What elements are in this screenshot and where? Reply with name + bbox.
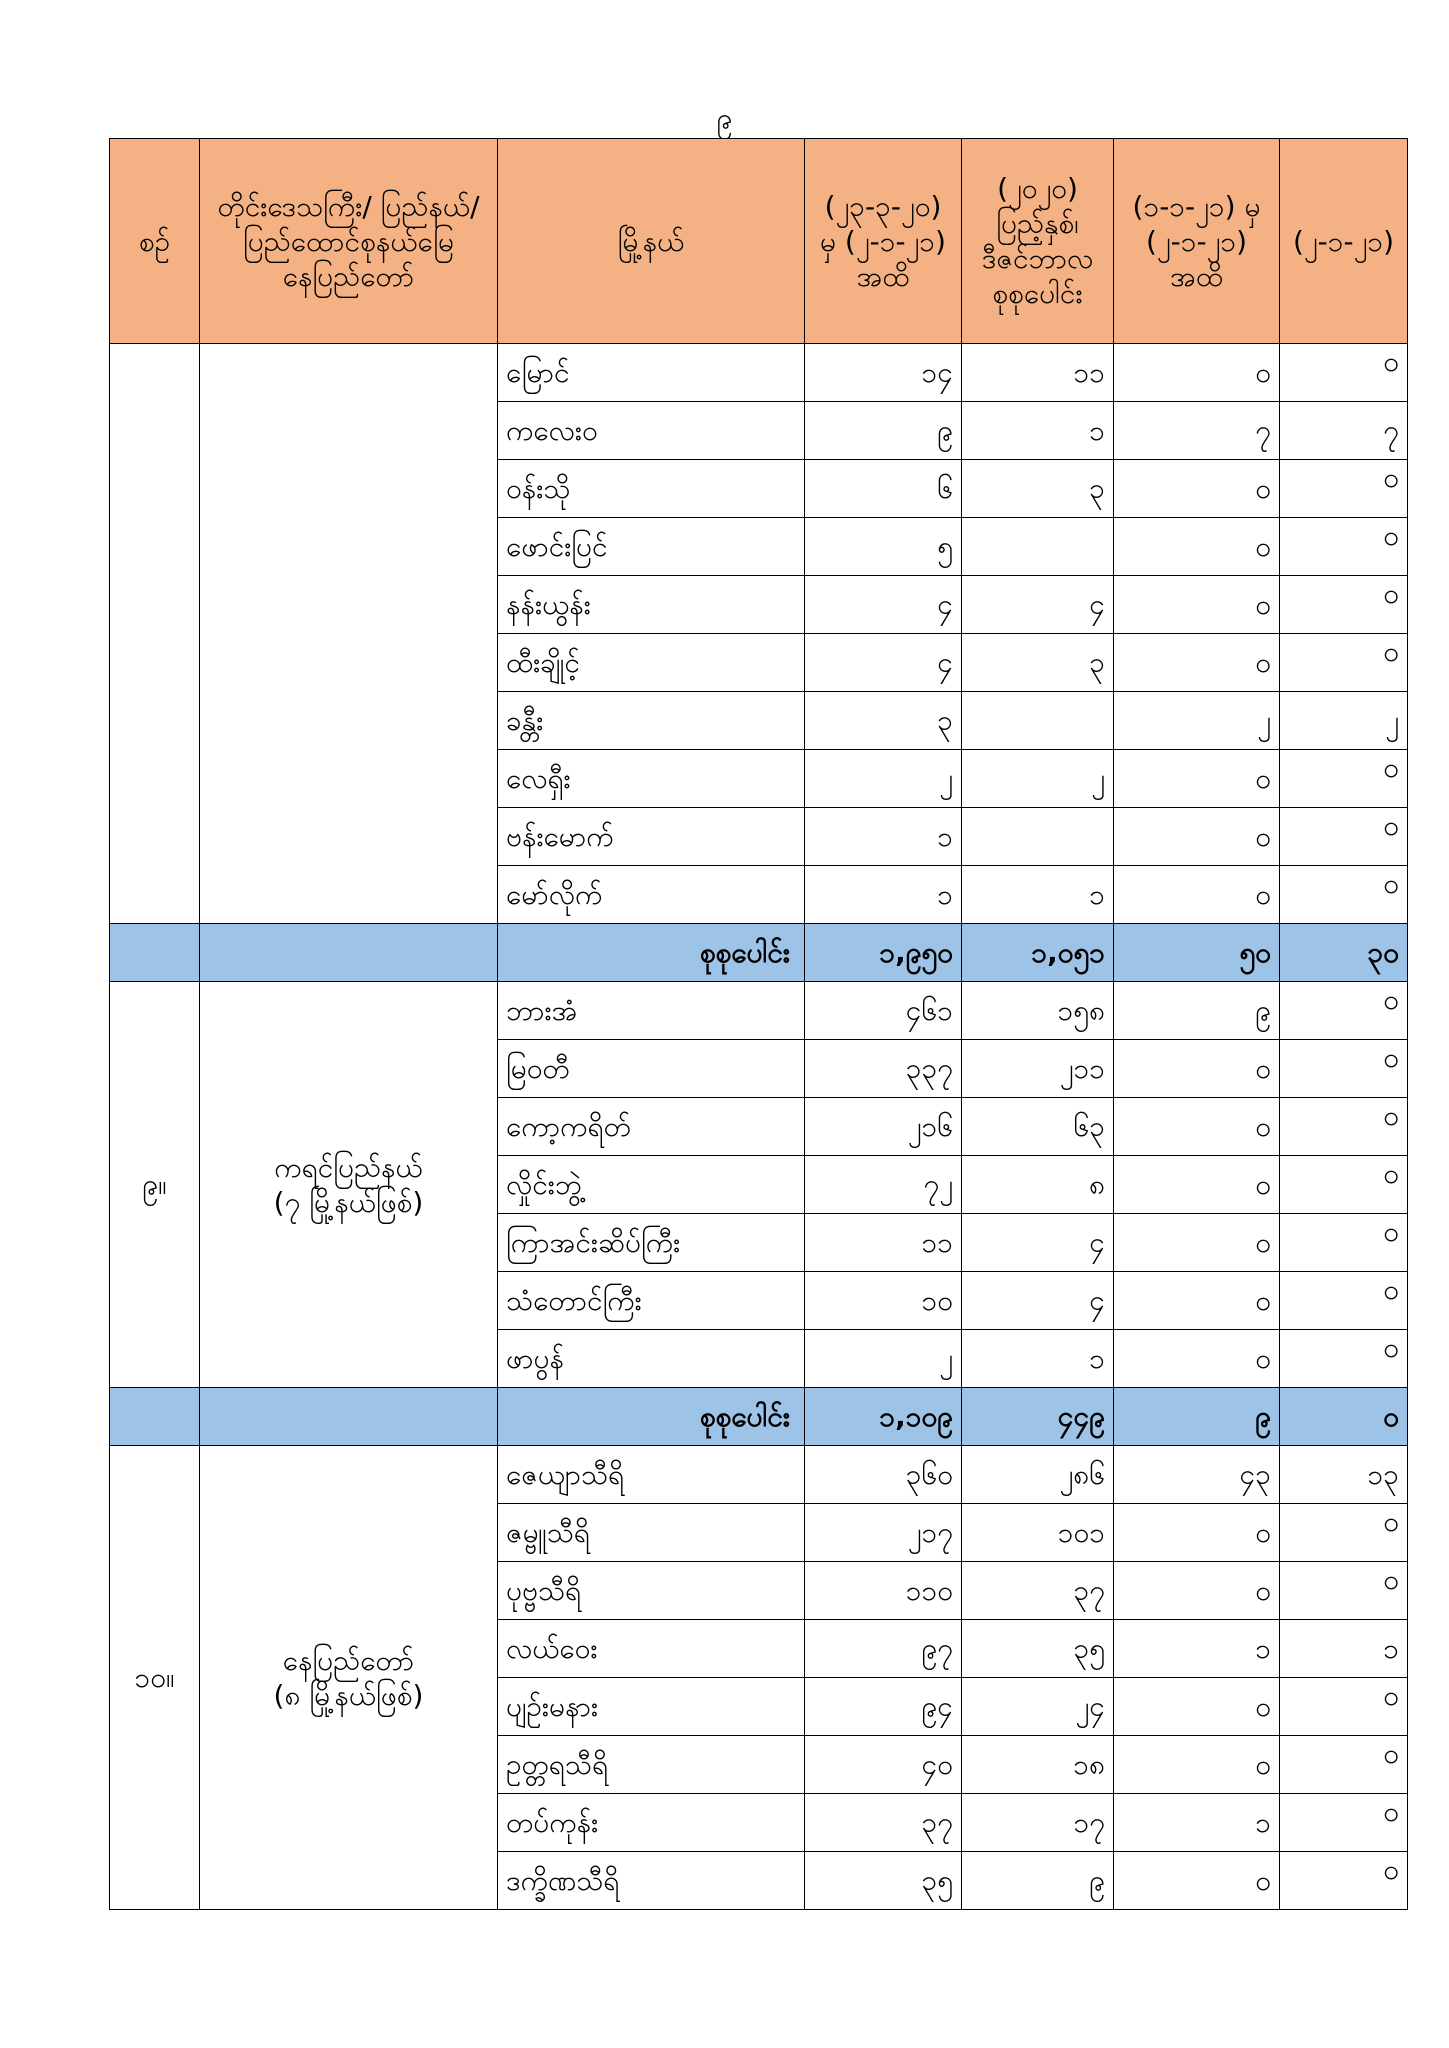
value-cell: ၀ [1280,1852,1408,1910]
value-cell: ၁၃ [1280,1446,1408,1504]
value-cell: ၀ [1280,1098,1408,1156]
header-january-range: (၁-၁-၂၁) မှ (၂-၁-၂၁) အထိ [1114,139,1280,344]
value-cell: ၀ [1114,1272,1280,1330]
value-cell: ၄ [962,1214,1114,1272]
table-row [110,982,1408,1040]
total-region-cell [200,1388,498,1446]
value-cell: ၀ [1280,1156,1408,1214]
total-label: စုစုပေါင်း [498,1388,805,1446]
header-region: တိုင်းဒေသကြီး/ ပြည်နယ်/ ပြည်ထောင်စုနယ်မြေ နေပြည်တော် [200,139,498,344]
value-cell: ၄ [962,576,1114,634]
value-cell: ၃၅ [962,1620,1114,1678]
value-cell: ၉ [805,402,962,460]
value-cell: ၁၇ [962,1794,1114,1852]
value-cell [962,808,1114,866]
value-cell: ၀ [1114,460,1280,518]
township-cell: ဗန်းမောက် [498,808,805,866]
value-cell: ၄ [805,576,962,634]
value-cell: ၉၄ [805,1678,962,1736]
township-cell: ဖောင်းပြင် [498,518,805,576]
value-cell: ၀ [1114,1852,1280,1910]
value-cell: ၀ [1280,1794,1408,1852]
value-cell: ၃ [962,634,1114,692]
township-cell: ပျဉ်းမနား [498,1678,805,1736]
value-cell: ၀ [1280,750,1408,808]
value-cell: ၁ [805,808,962,866]
total-value: ၁,၁၀၉ [805,1388,962,1446]
header-row [110,139,1408,344]
page-number: ၉ [716,102,733,135]
value-cell: ၁၁ [805,1214,962,1272]
value-cell: ၀ [1280,866,1408,924]
region-name: ကရင်ပြည်နယ် [274,1150,423,1184]
value-cell: ၀ [1114,1214,1280,1272]
value-cell: ၇ [1280,402,1408,460]
total-label: စုစုပေါင်း [498,924,805,982]
value-cell: ၉၇ [805,1620,962,1678]
value-cell: ၀ [1114,808,1280,866]
value-cell: ၈ [962,1156,1114,1214]
value-cell: ၁ [962,1330,1114,1388]
value-cell: ၂ [805,750,962,808]
header-serial: စဉ် [110,139,200,344]
value-cell [962,518,1114,576]
value-cell: ၀ [1280,344,1408,402]
value-cell: ၁၄ [805,344,962,402]
value-cell: ၀ [1280,460,1408,518]
township-cell: သံတောင်ကြီး [498,1272,805,1330]
table-row [110,344,1408,402]
township-cell: လယ်ဝေး [498,1620,805,1678]
value-cell: ၀ [1114,1156,1280,1214]
value-cell: ၀ [1280,1040,1408,1098]
value-cell: ၀ [1280,1330,1408,1388]
value-cell: ၄၃ [1114,1446,1280,1504]
township-cell: မော်လိုက် [498,866,805,924]
value-cell: ၃ [962,460,1114,518]
value-cell: ၇ [1114,402,1280,460]
value-cell: ၉ [962,1852,1114,1910]
value-cell: ၁၁၀ [805,1562,962,1620]
total-value: ၄၄၉ [962,1388,1114,1446]
township-cell: ကော့ကရိတ် [498,1098,805,1156]
value-cell: ၀ [1114,1504,1280,1562]
value-cell: ၃၃၇ [805,1040,962,1098]
value-cell: ၀ [1114,1562,1280,1620]
township-cell: ဘားအံ [498,982,805,1040]
value-cell: ၄ [962,1272,1114,1330]
township-cell: တပ်ကုန်း [498,1794,805,1852]
value-cell: ၁ [962,866,1114,924]
value-cell: ၁၁ [962,344,1114,402]
township-cell: ခန္တီး [498,692,805,750]
serial-cell: ၁၀။ [110,1446,200,1910]
region-cell [200,344,498,924]
serial-cell [110,344,200,924]
value-cell: ၀ [1280,808,1408,866]
value-cell: ၀ [1114,576,1280,634]
value-cell: ၀ [1114,866,1280,924]
value-cell: ၀ [1280,1214,1408,1272]
value-cell: ၀ [1280,1678,1408,1736]
township-cell: ထီးချိုင့် [498,634,805,692]
value-cell: ၂ [1114,692,1280,750]
value-cell: ၀ [1114,750,1280,808]
value-cell: ၂၄ [962,1678,1114,1736]
total-value: ၅၀ [1114,924,1280,982]
value-cell: ၃၆၀ [805,1446,962,1504]
value-cell: ၂ [1280,692,1408,750]
value-cell: ၀ [1280,1562,1408,1620]
value-cell: ၀ [1280,1504,1408,1562]
value-cell: ၁၀၁ [962,1504,1114,1562]
covid-table [109,138,1408,1910]
township-cell: ဇမ္ဗူသီရိ [498,1504,805,1562]
value-cell: ၀ [1280,576,1408,634]
region-cell [200,1446,498,1910]
township-cell: ဥတ္တရသီရိ [498,1736,805,1794]
region-subtitle: (၇ မြို့နယ်ဖြစ်) [273,1185,424,1219]
header-december-total: (၂၀၂၀) ပြည့်နှစ်၊ ဒီဇင်ဘာလ စုစုပေါင်း [962,139,1114,344]
value-cell: ၃၇ [805,1794,962,1852]
value-cell: ၀ [1280,1272,1408,1330]
value-cell: ၂၈၆ [962,1446,1114,1504]
township-cell: မြဝတီ [498,1040,805,1098]
value-cell: ၄၀ [805,1736,962,1794]
value-cell: ၂၁၇ [805,1504,962,1562]
total-value: ၃၀ [1280,924,1408,982]
value-cell: ၀ [1114,634,1280,692]
total-row [110,924,1408,982]
value-cell: ၀ [1280,1736,1408,1794]
total-region-cell [200,924,498,982]
value-cell: ၀ [1114,344,1280,402]
township-cell: လေရှီး [498,750,805,808]
value-cell: ၃ [805,692,962,750]
township-cell: ကလေးဝ [498,402,805,460]
value-cell: ၇၂ [805,1156,962,1214]
value-cell: ၀ [1280,634,1408,692]
value-cell: ၂၁၁ [962,1040,1114,1098]
value-cell: ၀ [1114,518,1280,576]
value-cell: ၁၅၈ [962,982,1114,1040]
value-cell [962,692,1114,750]
township-cell: ဒက္ခိဏသီရိ [498,1852,805,1910]
township-cell: နန်းယွန်း [498,576,805,634]
value-cell: ၀ [1114,1736,1280,1794]
township-cell: ဝန်းသို [498,460,805,518]
header-today: (၂-၁-၂၁) [1280,139,1408,344]
region-cell [200,982,498,1388]
value-cell: ၁ [962,402,1114,460]
value-cell: ၆၃ [962,1098,1114,1156]
total-value: ၉ [1114,1388,1280,1446]
table-row [110,1446,1408,1504]
value-cell: ၂၁၆ [805,1098,962,1156]
value-cell: ၃၇ [962,1562,1114,1620]
total-value: ၁,၀၅၁ [962,924,1114,982]
township-cell: ဇေယျာသီရိ [498,1446,805,1504]
township-cell: ကြာအင်းဆိပ်ကြီး [498,1214,805,1272]
township-cell: လှိုင်းဘွဲ့ [498,1156,805,1214]
value-cell: ၀ [1114,1098,1280,1156]
value-cell: ၀ [1114,1040,1280,1098]
value-cell: ၂ [805,1330,962,1388]
value-cell: ၁၀ [805,1272,962,1330]
value-cell: ၁ [1114,1620,1280,1678]
total-value: ၀ [1280,1388,1408,1446]
value-cell: ၅ [805,518,962,576]
value-cell: ၁ [805,866,962,924]
township-cell: မြောင် [498,344,805,402]
value-cell: ၃၅ [805,1852,962,1910]
value-cell: ၆ [805,460,962,518]
total-row [110,1388,1408,1446]
value-cell: ၉ [1114,982,1280,1040]
value-cell: ၁၈ [962,1736,1114,1794]
value-cell: ၀ [1280,982,1408,1040]
value-cell: ၀ [1114,1678,1280,1736]
township-cell: ဖာပွန် [498,1330,805,1388]
value-cell: ၄၆၁ [805,982,962,1040]
header-township: မြို့နယ် [498,139,805,344]
region-subtitle: (၈ မြို့နယ်ဖြစ်) [273,1678,424,1712]
serial-cell: ၉။ [110,982,200,1388]
total-serial-cell [110,924,200,982]
value-cell: ၁ [1114,1794,1280,1852]
value-cell: ၀ [1114,1330,1280,1388]
value-cell: ၄ [805,634,962,692]
township-cell: ပုဗ္ဗသီရိ [498,1562,805,1620]
value-cell: ၂ [962,750,1114,808]
region-name: နေပြည်တော် [282,1643,415,1677]
total-value: ၁,၉၅၀ [805,924,962,982]
header-cumulative: (၂၃-၃-၂၀) မှ (၂-၁-၂၁) အထိ [805,139,962,344]
total-serial-cell [110,1388,200,1446]
value-cell: ၁ [1280,1620,1408,1678]
value-cell: ၀ [1280,518,1408,576]
